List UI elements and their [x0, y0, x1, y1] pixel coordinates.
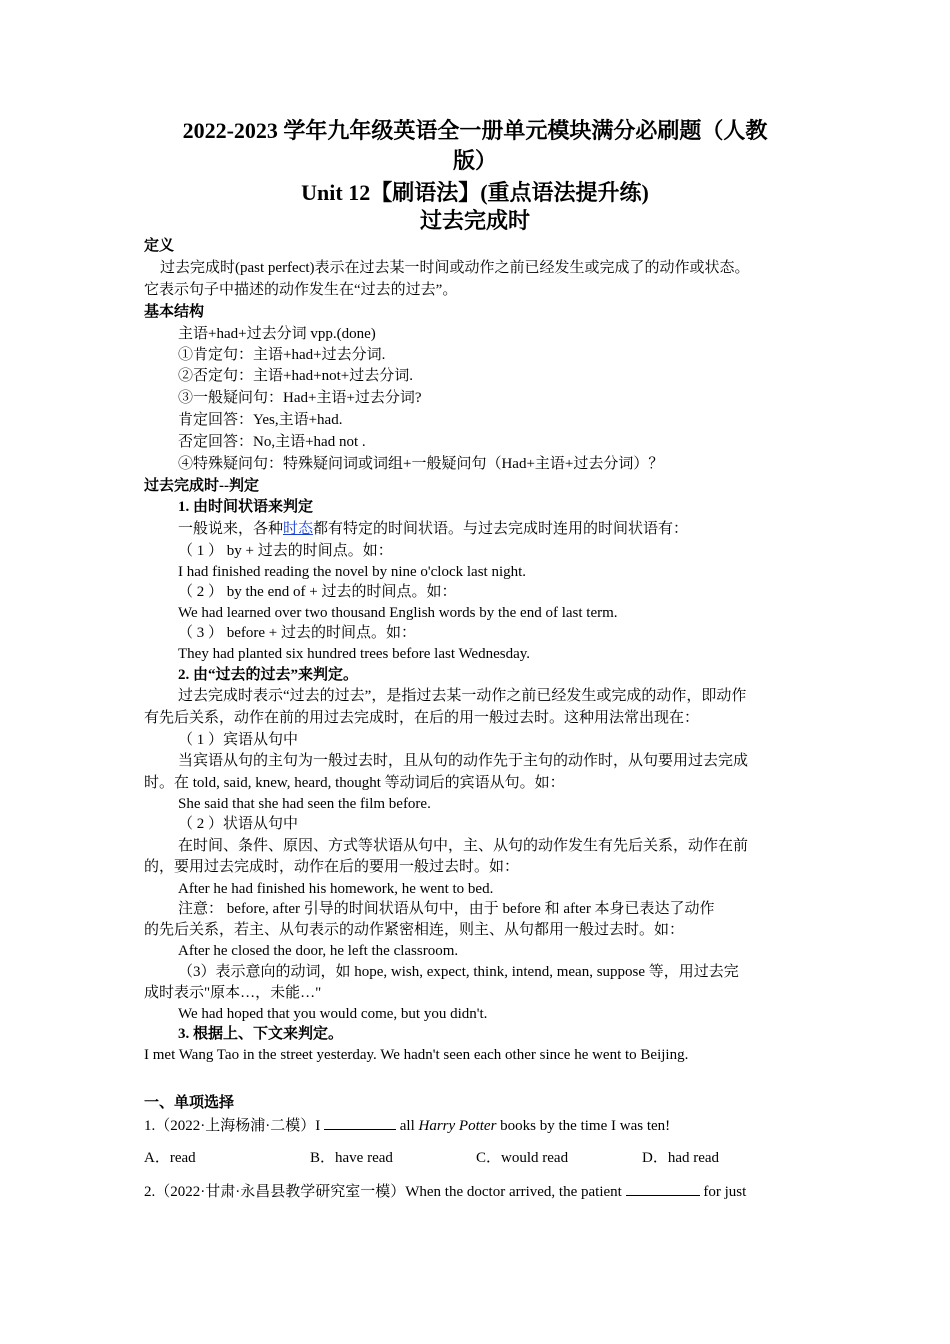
example-sentence: After he had finished his homework, he went to bed. [178, 881, 494, 897]
question-text: for just [699, 1184, 747, 1200]
judge-section-2-title: 2. 由“过去的过去”来判定。 [178, 667, 359, 683]
structure-item: ②否定句：主语+had+not+过去分词. [178, 368, 413, 384]
structure-item: ①肯定句：主语+had+过去分词. [178, 347, 386, 363]
doc-title-line-1: 2022-2023 学年九年级英语全一册单元模块满分必刷题（人教 [182, 118, 768, 143]
paragraph-line: 的先后关系，若主、从句表示的动作紧密相连，则主、从句都用一般过去时。如： [144, 922, 685, 938]
structure-item: 肯定回答：Yes,主语+had. [178, 412, 343, 428]
question-text: books by the time I was ten! [496, 1118, 671, 1134]
answer-blank[interactable] [626, 1181, 700, 1196]
question-text: all [396, 1118, 419, 1134]
definition-text-1: 过去完成时(past perfect)表示在过去某一时间或动作之前已经发生或完成了的动作或状态。 [160, 260, 750, 276]
structure-item: ④特殊疑问句：特殊疑问词或词组+一般疑问句（Had+主语+过去分词）？ [178, 456, 664, 472]
judge-rule: （ 1 ） by + 过去的时间点。如： [178, 543, 393, 559]
definition-text-2: 它表示句子中描述的动作发生在“过去的过去”。 [144, 282, 458, 298]
judge-section-1-title: 1. 由时间状语来判定 [178, 499, 314, 515]
doc-title-line-2: 版） [452, 148, 497, 173]
structure-item: 主语+had+过去分词 vpp.(done) [178, 326, 376, 342]
question-2 [144, 1181, 746, 1202]
paragraph-line: 当宾语从句的主句为一般过去时，且从句的动作先于主句的动作时，从句要用过去完成 [178, 753, 749, 769]
paragraph-line: 时。在 told, said, knew, heard, thought 等动词后的宾语从句。如： [144, 775, 565, 791]
question-1 [144, 1115, 670, 1136]
question-text: 1.（2022·上海杨浦·二模）I [144, 1118, 324, 1134]
structure-heading: 基本结构 [144, 304, 205, 320]
option-b[interactable]: B．have read [310, 1150, 393, 1166]
paragraph-line: （3）表示意向的动词，如 hope, wish, expect, think, intend, mean, suppose 等，用过去完 [178, 964, 739, 980]
tense-link[interactable]: 时态 [283, 521, 314, 537]
intro-text: 一般说来，各种 [178, 521, 284, 537]
judge-rule: （ 2 ） by the end of + 过去的时间点。如： [178, 584, 457, 600]
judge-rule: （ 3 ） before + 过去的时间点。如： [178, 625, 417, 641]
example-sentence: We had hoped that you would come, but you didn't. [178, 1006, 488, 1022]
exercise-heading: 一、单项选择 [144, 1095, 235, 1111]
paragraph-line: 有先后关系，动作在前的用过去完成时，在后的用一般过去时。这种用法常出现在： [144, 710, 700, 726]
paragraph-line: 在时间、条件、原因、方式等状语从句中，主、从句的动作发生有先后关系，动作在前 [178, 838, 749, 854]
judge-example: They had planted six hundred trees before last Wednesday. [178, 646, 531, 662]
book-title: Harry Potter [418, 1118, 497, 1134]
paragraph-line: 注意： before, after 引导的时间状语从句中，由于 before 和 after 本身已表达了动作 [178, 901, 715, 917]
doc-title-unit: Unit 12【刷语法】(重点语法提升练) [301, 180, 649, 205]
example-sentence: She said that she had seen the film before. [178, 796, 431, 812]
intro-text: 都有特定的时间状语。与过去完成时连用的时间状语有： [313, 521, 689, 537]
structure-item: 否定回答：No,主语+had not . [178, 434, 366, 450]
paragraph-line: 的，要用过去完成时，动作在后的要用一般过去时。如： [144, 859, 520, 875]
judge-section-3-title: 3. 根据上、下文来判定。 [178, 1026, 344, 1042]
doc-title-topic: 过去完成时 [419, 208, 530, 233]
example-sentence: After he closed the door, he left the classroom. [178, 943, 459, 959]
answer-blank[interactable] [324, 1115, 396, 1130]
structure-item: ③一般疑问句：Had+主语+过去分词? [178, 390, 422, 406]
paragraph-line: 成时表示"原本…，未能…" [144, 985, 322, 1001]
subsection-heading: （ 1 ）宾语从句中 [178, 732, 299, 748]
example-sentence: I met Wang Tao in the street yesterday. We hadn't seen each other since he went to Beijing. [144, 1047, 689, 1063]
question-text: 2.（2022·甘肃·永昌县教学研究室一模）When the doctor arrived, the patient [144, 1184, 626, 1200]
judge-example: I had finished reading the novel by nine o'clock last night. [178, 564, 527, 580]
judge-heading: 过去完成时--判定 [144, 478, 259, 494]
definition-heading: 定义 [144, 238, 175, 254]
judge-example: We had learned over two thousand English words by the end of last term. [178, 605, 618, 621]
judge-section-1-intro [178, 519, 688, 539]
paragraph-line: 过去完成时表示“过去的过去”，是指过去某一动作之前已经发生或完成的动作，即动作 [178, 688, 747, 704]
subsection-heading: （ 2 ）状语从句中 [178, 816, 299, 832]
option-a[interactable]: A．read [144, 1150, 196, 1166]
option-d[interactable]: D．had read [642, 1150, 720, 1166]
option-c[interactable]: C．would read [476, 1150, 569, 1166]
